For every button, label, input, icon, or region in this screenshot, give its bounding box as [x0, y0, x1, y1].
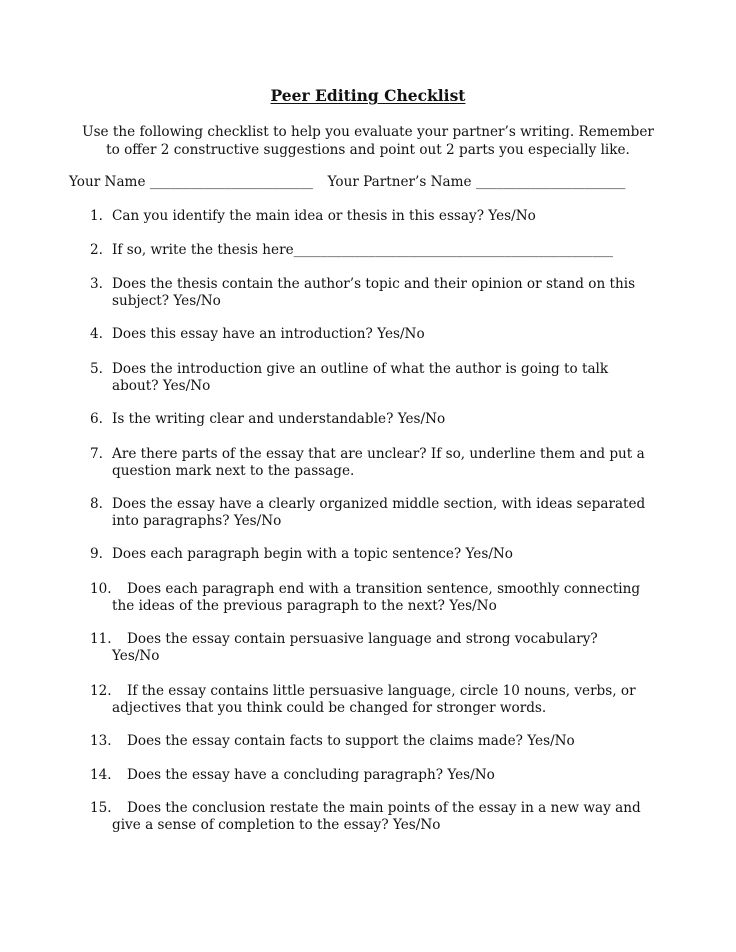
- checklist-item-text-continued: Yes/No: [112, 648, 160, 664]
- checklist-item-text: Does the essay contain persuasive language and strong vocabulary?: [127, 631, 598, 647]
- checklist-item-text: Does this essay have an introduction? Yes/No: [112, 326, 425, 342]
- page-title: Peer Editing Checklist: [270, 86, 466, 105]
- checklist-item-number: 10.: [90, 581, 112, 597]
- checklist-item-number: 12.: [90, 683, 112, 699]
- checklist-item-number: 14.: [90, 767, 112, 783]
- partner-name-blank[interactable]: ______________________: [475, 174, 626, 190]
- checklist-item-text: Can you identify the main idea or thesis in this essay? Yes/No: [112, 208, 536, 224]
- your-name-label: Your Name: [69, 174, 146, 190]
- checklist-item-text-continued: subject? Yes/No: [112, 293, 221, 309]
- checklist-item-number: 8.: [90, 496, 103, 512]
- checklist-item-text: Does each paragraph begin with a topic sentence? Yes/No: [112, 546, 513, 562]
- checklist-item-number: 11.: [90, 631, 112, 647]
- checklist-item-number: 7.: [90, 446, 103, 462]
- checklist-item-text: Does the thesis contain the author’s topic and their opinion or stand on this: [112, 276, 636, 292]
- checklist-item-text: Does the essay contain facts to support the claims made? Yes/No: [127, 733, 575, 749]
- checklist-item-text: Does each paragraph end with a transition sentence, smoothly connecting: [127, 581, 641, 597]
- checklist-item-number: 1.: [90, 208, 103, 224]
- checklist-item-text: If so, write the thesis here_______________________________________________: [112, 242, 614, 258]
- checklist-item-text: Does the conclusion restate the main points of the essay in a new way and: [127, 800, 641, 816]
- checklist-item-text-continued: the ideas of the previous paragraph to the next? Yes/No: [112, 598, 497, 614]
- checklist-item-text: Is the writing clear and understandable? Yes/No: [112, 411, 446, 427]
- checklist-item-number: 13.: [90, 733, 112, 749]
- checklist-item-text: Does the essay have a clearly organized middle section, with ideas separated: [112, 496, 646, 512]
- checklist-item-text: Are there parts of the essay that are unclear? If so, underline them and put a: [112, 446, 645, 462]
- checklist-item-number: 3.: [90, 276, 103, 292]
- checklist-item-text-continued: adjectives that you think could be changed for stronger words.: [112, 700, 547, 716]
- instructions-line-2: to offer 2 constructive suggestions and point out 2 parts you especially like.: [106, 142, 630, 158]
- instructions-line-1: Use the following checklist to help you evaluate your partner’s writing. Remember: [82, 124, 654, 140]
- checklist-item-number: 4.: [90, 326, 103, 342]
- checklist-item-text: Does the introduction give an outline of what the author is going to talk: [112, 361, 609, 377]
- checklist-item-text-continued: into paragraphs? Yes/No: [112, 513, 282, 529]
- checklist-item-number: 5.: [90, 361, 103, 377]
- checklist-item-number: 6.: [90, 411, 103, 427]
- checklist-item-number: 15.: [90, 800, 112, 816]
- partner-name-label: Your Partner’s Name: [327, 174, 472, 190]
- your-name-blank[interactable]: ________________________: [149, 174, 313, 190]
- checklist-item-text-continued: about? Yes/No: [112, 378, 211, 394]
- checklist-item-number: 2.: [90, 242, 103, 258]
- checklist-item-text-continued: give a sense of completion to the essay? Yes/No: [112, 817, 441, 833]
- checklist-item-text: If the essay contains little persuasive language, circle 10 nouns, verbs, or: [127, 683, 636, 699]
- checklist-item-text-continued: question mark next to the passage.: [112, 463, 355, 479]
- checklist-item-text: Does the essay have a concluding paragraph? Yes/No: [127, 767, 495, 783]
- checklist-item-number: 9.: [90, 546, 103, 562]
